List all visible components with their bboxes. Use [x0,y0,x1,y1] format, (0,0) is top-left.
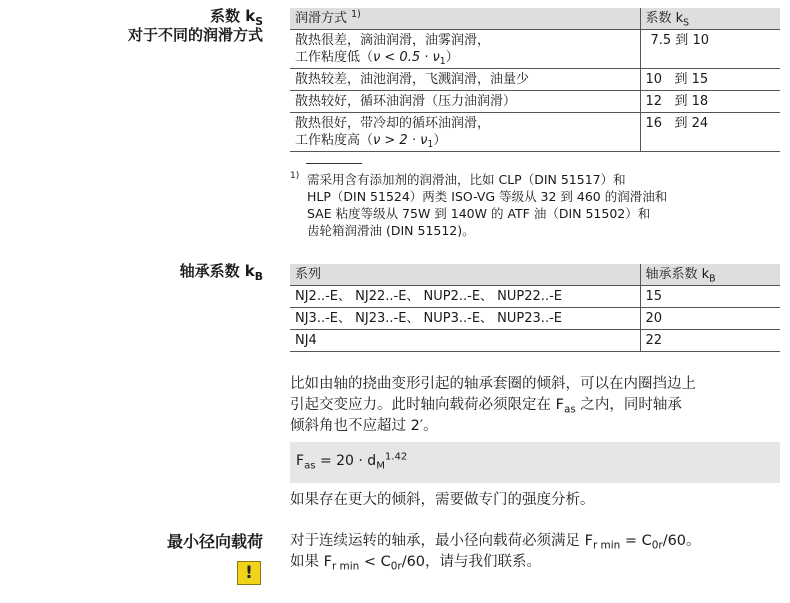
min-load-label: 最小径向载荷 [166,532,263,551]
kb-table-header [290,264,780,286]
footnote-rule [306,163,362,164]
table-row: NJ4 22 [290,330,780,352]
footnote-line: 需采用含有添加剂的润滑油，比如 CLP（DIN 51517）和 [307,172,626,187]
table-row: NJ2..-E、 NJ22..-E、 NUP2..-E、 NUP22..-E 15 [290,286,780,308]
ks-header-factor: 系数 $k_S$ [640,8,780,30]
ks-header-lubrication: 润滑方式 $^{1)}$ [290,8,640,30]
ks-table [290,8,780,152]
ks-section-label [128,7,263,45]
ks-label-line1: 系数 $k_S$ [210,7,263,28]
footnote-line: SAE 粘度等级从 75W 到 140W 的 ATF 油（DIN 51502）和 [307,206,651,221]
tilt-paragraph: 比如由轴的挠曲变形引起的轴承套圈的倾斜，可以在内圈挡边上 引起交变应力。此时轴向载荷必须限定在 $F_{as}$ 之内，同时轴承 倾斜角也不应超过 2′。 [290,376,696,434]
ks-table-header [290,8,780,30]
kb-section-label: 轴承系数 $k_B$ [179,262,263,283]
footnote-line: 齿轮箱润滑油 (DIN 51512)。 [307,223,475,238]
footnote-line: HLP（DIN 51524）两类 ISO-VG 等级从 32 到 460 的润滑油和 [307,189,668,204]
table-row: 散热较好，循环油润滑（压力油润滑） 12 到 18 [290,91,780,113]
table-row: 散热很好，带冷却的循环油润滑， 工作粘度高$(\nu > 2 \cdot \nu_1)$ 16 到 24 [290,113,780,152]
min-load-paragraph: 对于连续运转的轴承，最小径向载荷必须满足 $F_{r min} = C_{0r}/60$。 如果 $F_{r min} < C_{0r}/60$，请与我们联系。 [290,533,701,573]
table-row: NJ3..-E、 NJ23..-E、 NUP3..-E、 NUP23..-E 20 [290,308,780,330]
strength-paragraph: 如果存在更大的倾斜，需要做专门的强度分析。 [290,492,595,508]
formula-box: $F_{as} = 20 \cdot d_M^{1.42}$ [290,442,780,483]
kb-header-series: 系列 [290,264,640,286]
kb-table [290,264,780,352]
footnote-mark: 1) [290,171,300,181]
table-row: 散热很差，滴油润滑，油雾润滑， 工作粘度低$(\nu < 0.5 \cdot \nu_1)$ 7.5 到 10 [290,30,780,69]
kb-header-factor: 轴承系数 $k_B$ [640,264,780,286]
warning-icon: ! [237,561,261,585]
table-row: 散热较差，油池润滑，飞溅润滑，油量少 10 到 15 [290,69,780,91]
ks-label-line2: 对于不同的润滑方式 [127,26,263,44]
footnote [290,171,770,239]
